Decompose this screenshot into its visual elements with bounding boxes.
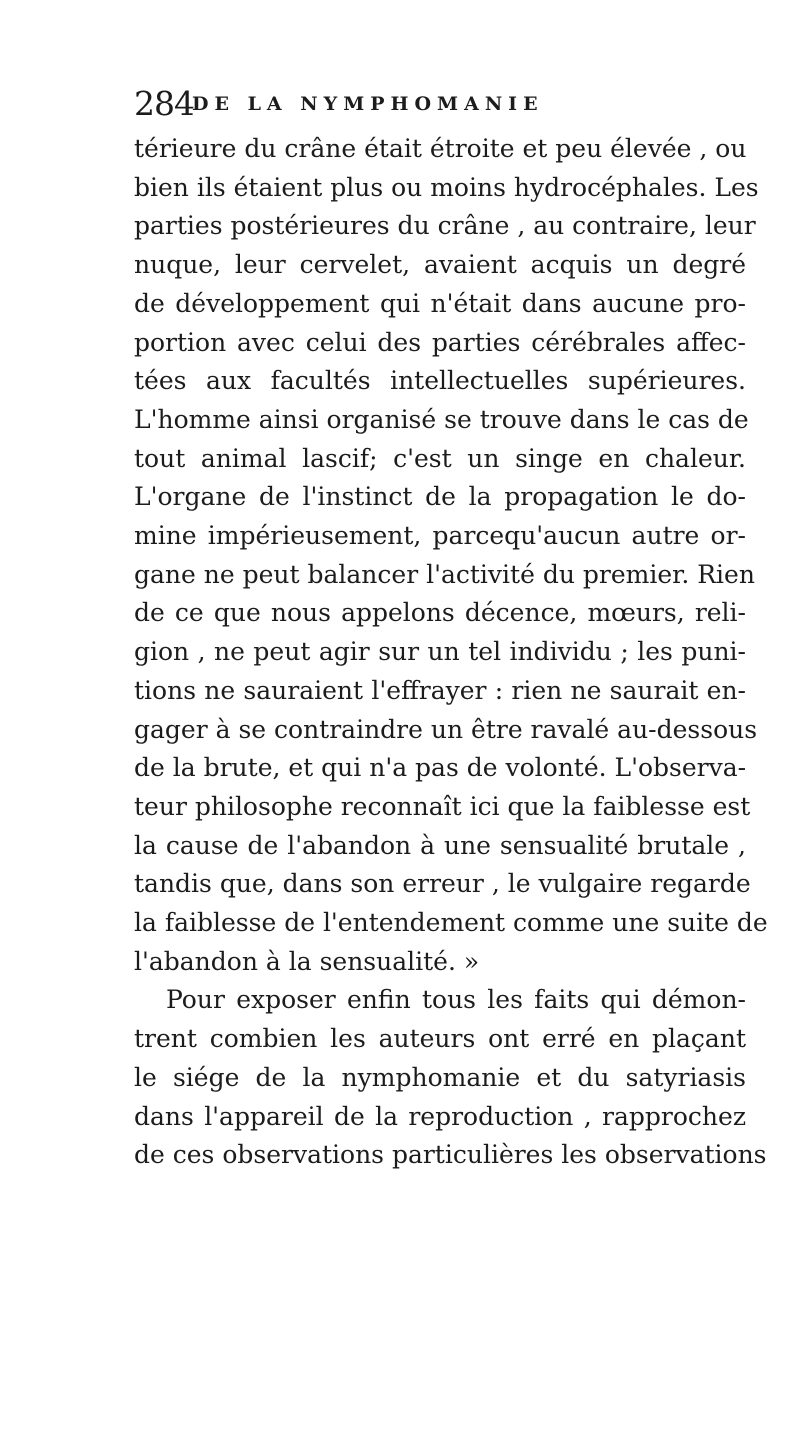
text-line: de développement qui n'était dans aucune pro-	[134, 288, 746, 318]
page-number: 284	[134, 84, 194, 123]
text-line: tées aux facultés intellectuelles supérieures.	[134, 366, 746, 396]
text-line: de la brute, et qui n'a pas de volonté. L'observa-	[134, 753, 747, 783]
text-line: nuque, leur cervelet, avaient acquis un degré	[134, 250, 746, 280]
text-line: trent combien les auteurs ont erré en plaçant	[134, 1024, 746, 1054]
text-line: gane ne peut balancer l'activité du premier. Rien	[134, 559, 755, 589]
text-line: parties postérieures du crâne , au contraire, leur	[134, 211, 756, 241]
book-page	[134, 84, 768, 1175]
running-title: DE LA NYMPHOMANIE	[192, 93, 544, 115]
text-line: de ce que nous appelons décence, mœurs, reli-	[134, 598, 746, 628]
text-line: bien ils étaient plus ou moins hydrocéphales. Les	[134, 172, 759, 202]
body-text	[134, 130, 768, 1175]
text-line: dans l'appareil de la reproduction , rapprochez	[134, 1101, 746, 1131]
text-line: tandis que, dans son erreur , le vulgaire regarde	[134, 869, 751, 899]
text-line: tout animal lascif; c'est un singe en chaleur.	[134, 443, 746, 473]
running-head	[134, 84, 746, 124]
text-line: gion , ne peut agir sur un tel individu ; les puni-	[134, 637, 746, 667]
text-line: la faiblesse de l'entendement comme une suite de	[134, 908, 768, 938]
text-line: L'organe de l'instinct de la propagation le do-	[134, 482, 746, 512]
paragraph-start-line: Pour exposer enfin tous les faits qui démon-	[166, 985, 746, 1015]
paragraph-end-line: l'abandon à la sensualité. »	[134, 946, 480, 976]
text-line: tions ne sauraient l'effrayer : rien ne saurait en-	[134, 675, 746, 705]
text-line: teur philosophe reconnaît ici que la faiblesse est	[134, 791, 751, 821]
text-line: la cause de l'abandon à une sensualité brutale ,	[134, 830, 746, 860]
text-line: térieure du crâne était étroite et peu élevée , ou	[134, 134, 747, 163]
text-line: le siége de la nymphomanie et du satyriasis	[134, 1062, 746, 1092]
text-line: L'homme ainsi organisé se trouve dans le cas de	[134, 404, 749, 434]
text-line: gager à se contraindre un être ravalé au-dessous	[134, 714, 758, 744]
text-line: mine impérieusement, parcequ'aucun autre or-	[134, 521, 746, 551]
text-line: de ces observations particulières les observations	[134, 1140, 767, 1170]
text-line: portion avec celui des parties cérébrales affec-	[134, 327, 746, 357]
